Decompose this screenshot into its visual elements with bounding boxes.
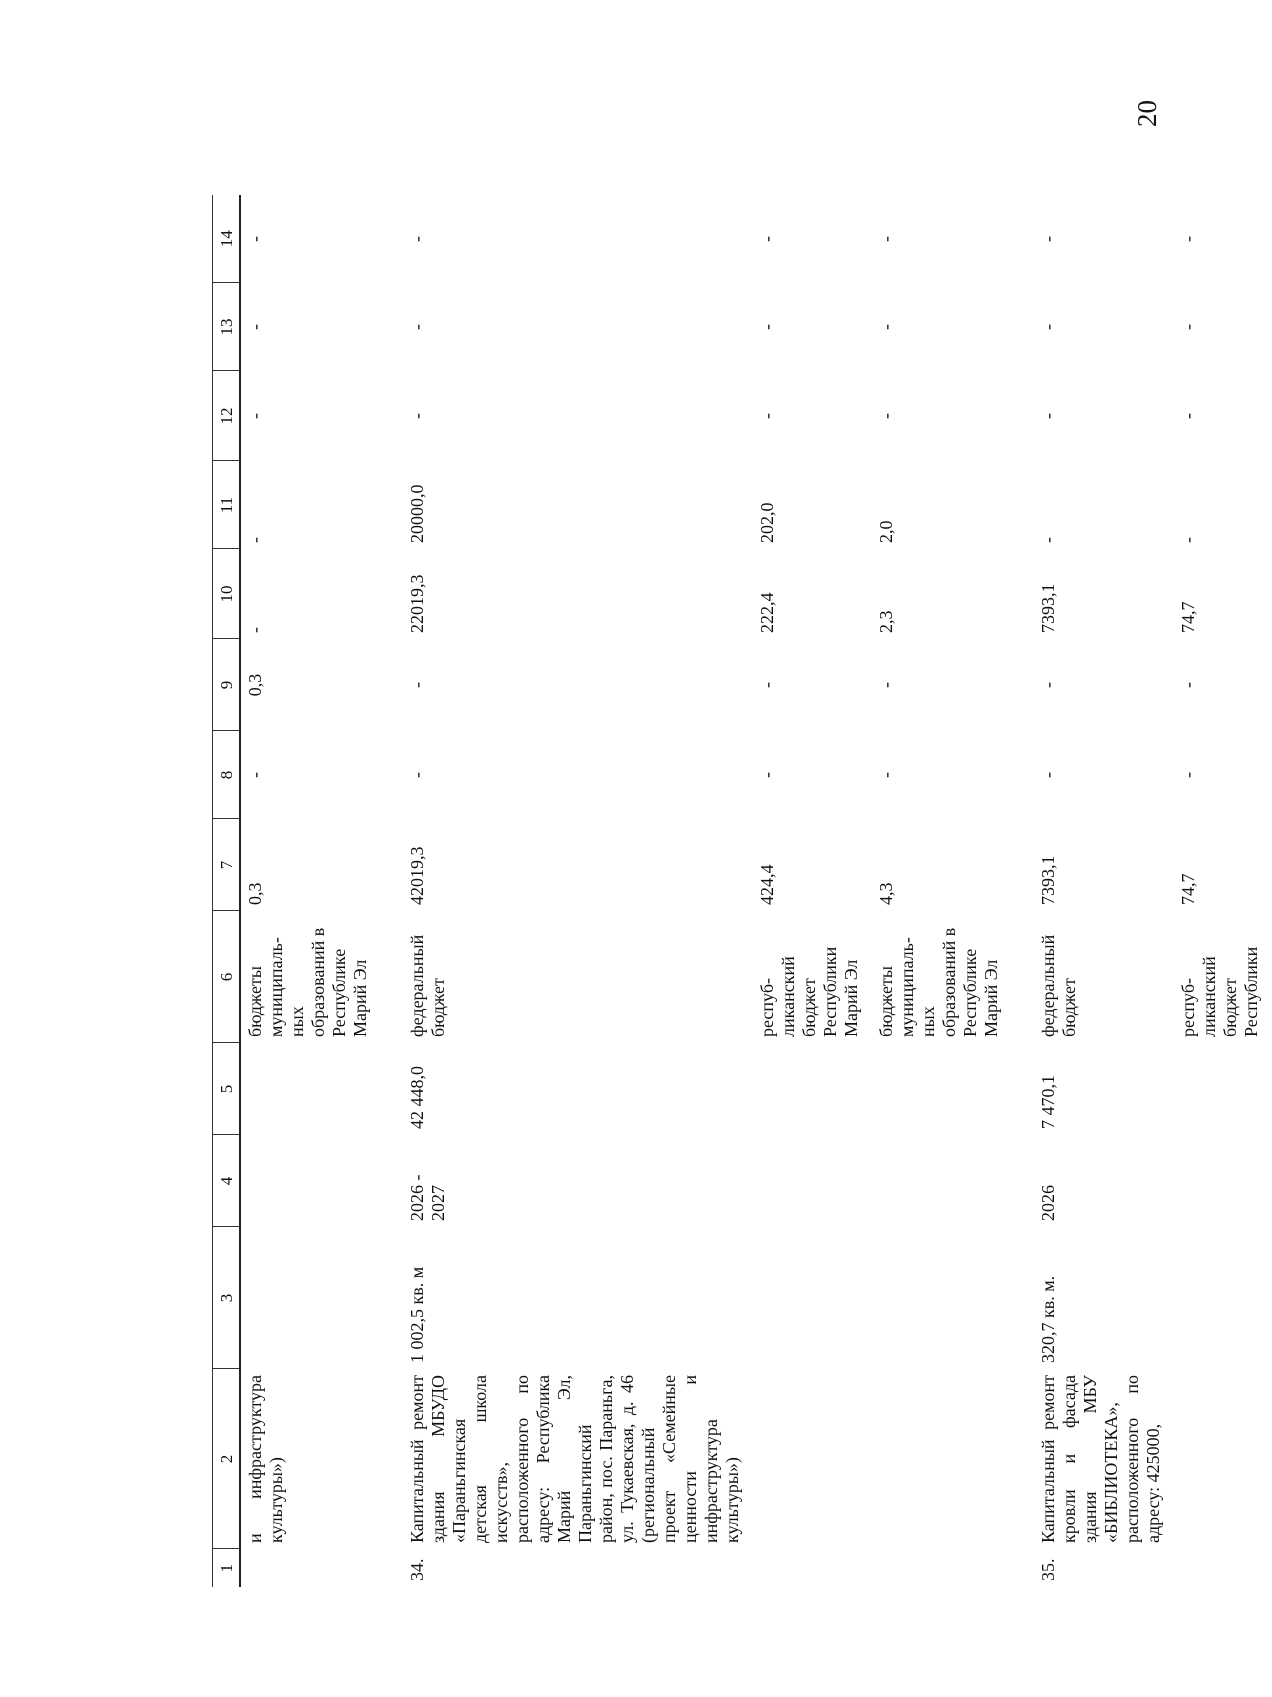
spacer-cell [381, 195, 403, 283]
implementation-period [1174, 1135, 1272, 1227]
amount-col-14: - [245, 236, 265, 242]
row-number [1174, 1549, 1272, 1587]
row-spacer [1012, 195, 1034, 1587]
amount-col-9: - [876, 682, 896, 688]
capacity-value [1174, 1227, 1272, 1369]
object-name [872, 1369, 1012, 1549]
capacity-value [872, 1227, 1012, 1369]
total-amount: 42019,3 [407, 846, 427, 905]
funding-source: респуб-ликанский бюджет Республики Марий Эл [757, 946, 861, 1037]
row-number: 34. [407, 1558, 427, 1581]
amount-col-10: - [245, 627, 265, 633]
amount-col-12: - [876, 413, 896, 419]
amount-col-12: - [407, 413, 427, 419]
table-row [403, 195, 753, 1587]
amount-col-10: 22019,3 [407, 574, 427, 633]
amount-col-13: - [876, 324, 896, 330]
amount-col-8: - [1038, 772, 1058, 778]
funding-source: респуб-ликанский бюджет Республики [1178, 946, 1261, 1037]
spacer-cell [1012, 461, 1034, 549]
object-name: и инфраструктура культуры») [245, 1375, 286, 1543]
spacer-cell [1012, 1549, 1034, 1587]
spacer-cell [381, 461, 403, 549]
row-number: 35. [1038, 1558, 1058, 1581]
amount-col-11: - [245, 537, 265, 543]
capacity-value: 1 002,5 кв. м [407, 1266, 427, 1363]
table-body [213, 195, 1272, 1587]
spacer-cell [1012, 1369, 1034, 1549]
column-number: 12 [213, 371, 241, 461]
column-number: 4 [213, 1135, 241, 1227]
column-number: 14 [213, 195, 241, 283]
spacer-cell [381, 1549, 403, 1587]
amount-col-9: - [407, 682, 427, 688]
table-row [872, 195, 1012, 1587]
estimated-cost: 42 448,0 [407, 1066, 427, 1129]
column-number: 5 [213, 1043, 241, 1135]
column-number: 6 [213, 911, 241, 1043]
spacer-cell [381, 639, 403, 731]
spacer-cell [1012, 639, 1034, 731]
funding-source: бюджеты муниципаль-ных образований в Республике Марий Эл [876, 927, 1001, 1037]
amount-col-13: - [757, 324, 777, 330]
funding-source: бюджеты муниципаль-ных образований в Республике Марий Эл [245, 927, 370, 1037]
column-number: 3 [213, 1227, 241, 1369]
implementation-period [872, 1135, 1012, 1227]
amount-col-12: - [245, 413, 265, 419]
estimated-cost [1174, 1043, 1272, 1135]
column-number: 2 [213, 1369, 241, 1549]
amount-col-12: - [1178, 413, 1198, 419]
amount-col-14: - [1178, 236, 1198, 242]
object-name [1174, 1369, 1272, 1549]
implementation-period: 2026 - 2027 [407, 1174, 448, 1221]
amount-col-10: 222,4 [757, 592, 777, 633]
spacer-cell [1012, 731, 1034, 819]
column-number: 9 [213, 639, 241, 731]
amount-col-13: - [245, 324, 265, 330]
spacer-cell [381, 1043, 403, 1135]
table-row [240, 195, 381, 1587]
spacer-cell [1012, 1043, 1034, 1135]
amount-col-10: 74,7 [1178, 601, 1198, 633]
row-number [240, 1549, 381, 1587]
spacer-cell [1012, 283, 1034, 371]
page-number: 20 [1132, 100, 1162, 127]
amount-col-9: - [757, 682, 777, 688]
estimated-cost [753, 1043, 872, 1135]
total-amount: 424,4 [757, 864, 777, 905]
estimated-cost: 7 470,1 [1038, 1075, 1058, 1129]
spacer-cell [1012, 549, 1034, 639]
spacer-cell [1012, 911, 1034, 1043]
amount-col-14: - [757, 236, 777, 242]
amount-col-8: - [876, 772, 896, 778]
rotated-page [212, 0, 1261, 1617]
table-row [1174, 195, 1272, 1587]
column-number: 13 [213, 283, 241, 371]
spacer-cell [1012, 195, 1034, 283]
capacity-value: 320,7 кв. м. [1038, 1275, 1058, 1363]
amount-col-11: 20000,0 [407, 484, 427, 543]
object-name: Капитальный ремонт здания МБУДО «Параньгинская детская школа искусств», расположенного по адресу: Республика Марий Эл, Параньгинский район, пос. Параньга, ул. Тукаевская, д. 46 (региональный проект «Семейные ценности и инфраструктура культуры») [407, 1375, 742, 1543]
row-number [872, 1549, 1012, 1587]
amount-col-11: - [1178, 537, 1198, 543]
estimated-cost [240, 1043, 381, 1135]
column-number: 1 [213, 1549, 241, 1587]
spacer-cell [1012, 371, 1034, 461]
spacer-cell [381, 731, 403, 819]
table-row [1034, 195, 1174, 1587]
amount-col-13: - [407, 324, 427, 330]
implementation-period [753, 1135, 872, 1227]
column-number-row [213, 195, 241, 1587]
amount-col-9: - [1178, 682, 1198, 688]
spacer-cell [381, 1227, 403, 1369]
column-number: 11 [213, 461, 241, 549]
estimated-cost [872, 1043, 1012, 1135]
object-name: Капитальный ремонт кровли и фасада здания МБУ «БИБЛИОТЕКА», расположенного по адресу: 425000, [1038, 1375, 1163, 1543]
amount-col-11: - [1038, 537, 1058, 543]
spacer-cell [381, 1369, 403, 1549]
amount-col-8: - [1178, 772, 1198, 778]
amount-col-8: - [407, 772, 427, 778]
amount-col-8: - [757, 772, 777, 778]
spacer-cell [1012, 1227, 1034, 1369]
amount-col-13: - [1178, 324, 1198, 330]
amount-col-11: 202,0 [757, 502, 777, 543]
implementation-period: 2026 [1038, 1185, 1058, 1221]
amount-col-13: - [1038, 324, 1058, 330]
total-amount: 74,7 [1178, 873, 1198, 905]
column-number: 7 [213, 819, 241, 911]
amount-col-11: 2,0 [876, 520, 896, 543]
spacer-cell [1012, 819, 1034, 911]
spacer-cell [381, 283, 403, 371]
total-amount: 4,3 [876, 882, 896, 905]
amount-col-14: - [876, 236, 896, 242]
spacer-cell [381, 911, 403, 1043]
amount-col-12: - [757, 413, 777, 419]
table-row [753, 195, 872, 1587]
total-amount: 7393,1 [1038, 855, 1058, 905]
funding-source: федеральный бюджет [407, 934, 448, 1037]
amount-col-9: 0,3 [245, 673, 265, 697]
spacer-cell [381, 1135, 403, 1227]
column-number: 8 [213, 731, 241, 819]
implementation-period [240, 1135, 381, 1227]
amount-col-9: - [1038, 682, 1058, 688]
capacity-value [240, 1227, 381, 1369]
row-spacer [381, 195, 403, 1587]
funding-source: федеральный бюджет [1038, 934, 1079, 1037]
amount-col-10: 7393,1 [1038, 583, 1058, 633]
spacer-cell [381, 549, 403, 639]
total-amount: 0,3 [245, 882, 265, 905]
amount-col-14: - [407, 236, 427, 242]
amount-col-10: 2,3 [876, 610, 896, 633]
spacer-cell [381, 819, 403, 911]
object-name [753, 1369, 872, 1549]
capacity-value [753, 1227, 872, 1369]
row-number [753, 1549, 872, 1587]
spacer-cell [381, 371, 403, 461]
financing-table [212, 195, 1272, 1587]
spacer-cell [1012, 1135, 1034, 1227]
amount-col-12: - [1038, 413, 1058, 419]
amount-col-8: - [245, 772, 265, 778]
column-number: 10 [213, 549, 241, 639]
amount-col-14: - [1038, 236, 1058, 242]
